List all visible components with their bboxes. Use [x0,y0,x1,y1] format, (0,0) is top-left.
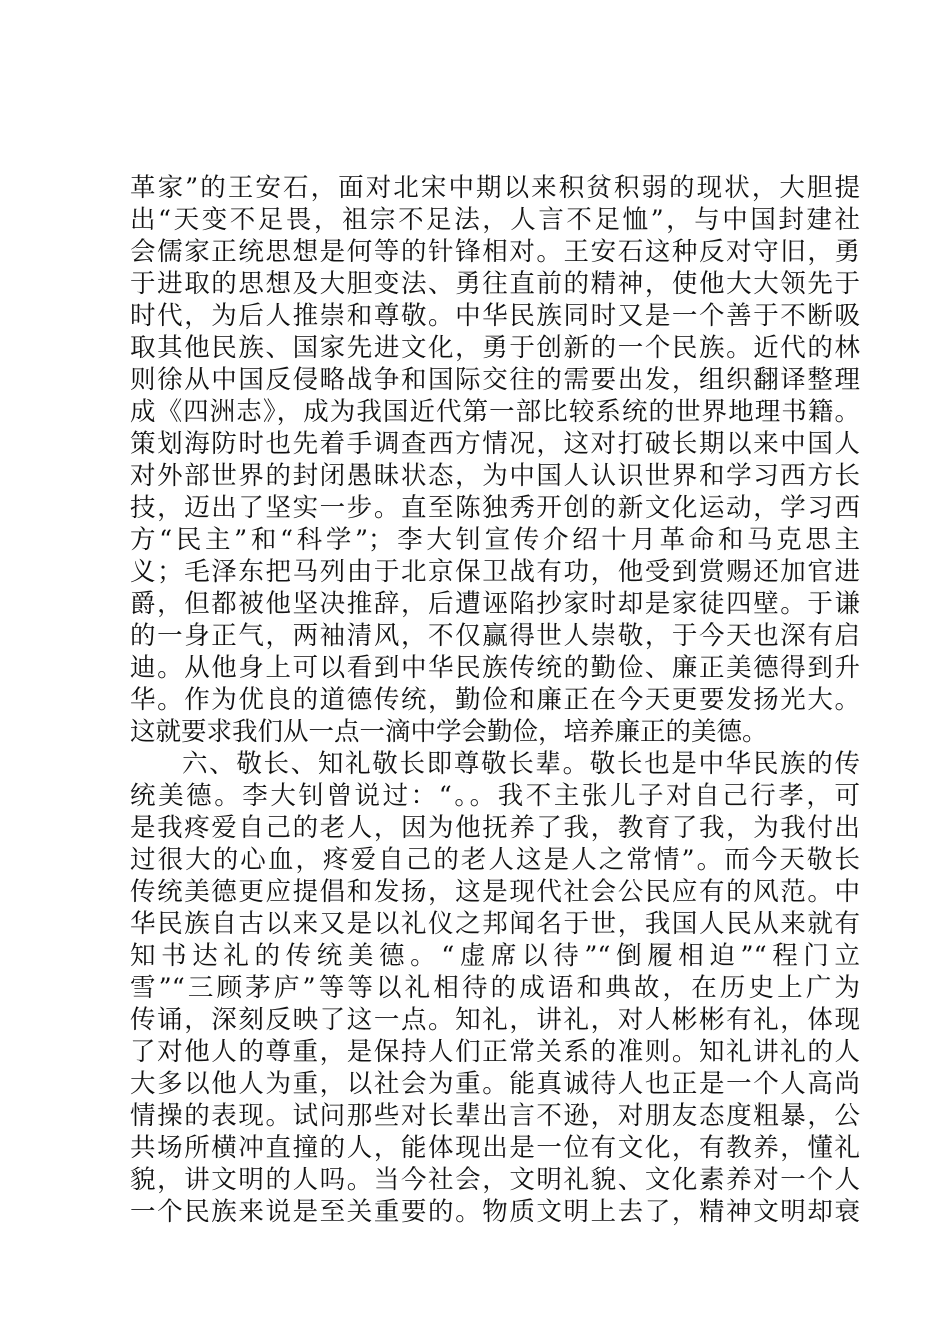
text-line: 方“民主”和“科学”；李大钊宣传介绍十月革命和马克思主 [130,525,860,555]
text-line: 貌，讲文明的人吗。当今社会，文明礼貌、文化素养对一个人 [130,1165,860,1195]
text-line: 于进取的思想及大胆变法、勇往直前的精神，使他大大领先于 [130,269,860,299]
text-line: 了对他人的尊重，是保持人们正常关系的准则。知礼讲礼的人 [130,1037,860,1067]
text-line: 取其他民族、国家先进文化，勇于创新的一个民族。近代的林 [130,333,860,363]
text-line: 会儒家正统思想是何等的针锋相对。王安石这种反对守旧，勇 [130,237,860,267]
text-line: 传诵，深刻反映了这一点。知礼，讲礼，对人彬彬有礼，体现 [130,1005,860,1035]
text-line: 过很大的心血，疼爱自己的老人这是人之常情”。而今天敬长 [130,845,860,875]
text-line: 策划海防时也先着手调查西方情况，这对打破长期以来中国人 [130,429,860,459]
text-line: 是我疼爱自己的老人，因为他抚养了我，教育了我，为我付出 [130,813,860,843]
text-line: 成《四洲志》，成为我国近代第一部比较系统的世界地理书籍。 [130,397,860,427]
text-line: 大多以他人为重，以社会为重。能真诚待人也正是一个人高尚 [130,1069,860,1099]
text-line: 则徐从中国反侵略战争和国际交往的需要出发，组织翻译整理 [130,365,860,395]
text-line: 雪”“三顾茅庐”等等以礼相待的成语和典故，在历史上广为 [130,973,860,1003]
text-line: 统美德。李大钊曾说过：“。。我不主张儿子对自己行孝，可 [130,781,860,811]
body-text [130,172,860,1228]
text-line: 共场所横冲直撞的人，能体现出是一位有文化，有教养，懂礼 [130,1133,860,1163]
paragraph-start-line: 六、敬长、知礼敬长即尊敬长辈。敬长也是中华民族的传 [182,749,860,779]
text-line: 时代，为后人推崇和尊敬。中华民族同时又是一个善于不断吸 [130,301,860,331]
text-line: 革家”的王安石，面对北宋中期以来积贫积弱的现状，大胆提 [130,173,860,203]
text-line: 华。作为优良的道德传统，勤俭和廉正在今天更要发扬光大。 [130,685,860,715]
text-line: 义；毛泽东把马列由于北京保卫战有功，他受到赏赐还加官进 [130,557,860,587]
text-line: 爵，但都被他坚决推辞，后遭诬陷抄家时却是家徒四壁。于谦 [130,589,860,619]
text-line: 出“天变不足畏，祖宗不足法，人言不足恤”，与中国封建社 [130,205,860,235]
text-line: 情操的表现。试问那些对长辈出言不逊，对朋友态度粗暴，公 [130,1101,860,1131]
text-line: 一个民族来说是至关重要的。物质文明上去了，精神文明却衰 [130,1197,860,1227]
text-line: 华民族自古以来又是以礼仪之邦闻名于世，我国人民从来就有 [130,909,860,939]
paragraph-end-line: 这就要求我们从一点一滴中学会勤俭，培养廉正的美德。 [130,717,768,747]
text-line: 对外部世界的封闭愚昧状态，为中国人认识世界和学习西方长 [130,461,860,491]
text-line: 技，迈出了坚实一步。直至陈独秀开创的新文化运动，学习西 [130,493,860,523]
text-line: 传统美德更应提倡和发扬，这是现代社会公民应有的风范。中 [130,877,860,907]
text-line: 的一身正气，两袖清风，不仅赢得世人崇敬，于今天也深有启 [130,621,860,651]
text-line: 迪。从他身上可以看到中华民族传统的勤俭、廉正美德得到升 [130,653,860,683]
text-line: 知书达礼的传统美德。“虚席以待”“倒履相迫”“程门立 [130,941,860,971]
